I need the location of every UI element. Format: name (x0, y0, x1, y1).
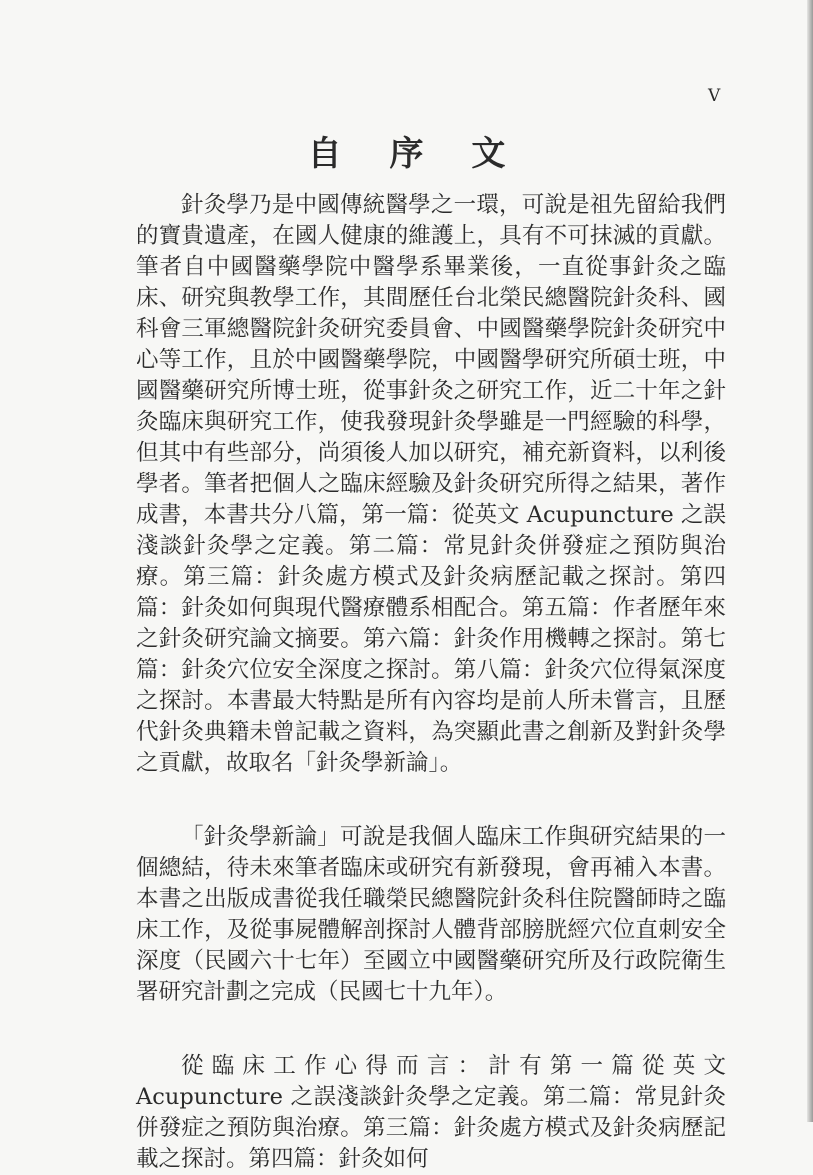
paragraph-1: 針灸學乃是中國傳統醫學之一環，可說是祖先留給我們的寶貴遺產，在國人健康的維護上，具有不可抹滅的貢獻。筆者自中國醫藥學院中醫學系畢業後，一直從事針灸之臨床、研究與教學工作，其間歷任台北榮民總醫院針灸科、國科會三軍總醫院針灸研究委員會、中國醫藥學院針灸研究中心等工作，且於中國醫藥學院，中國醫學研究所碩士班，中國醫藥研究所博士班，從事針灸之研究工作，近二十年之針灸臨床與研究工作，使我發現針灸學雖是一門經驗的科學，但其中有些部分，尚須後人加以研究，補充新資料，以利後學者。筆者把個人之臨床經驗及針灸研究所得之結果，著作成書，本書共分八篇，第一篇：從英文 Acupuncture 之誤淺談針灸學之定義。第二篇：常見針灸併發症之預防與治療。第三篇：針灸處方模式及針灸病歷記載之探討。第四篇：針灸如何與現代醫療體系相配合。第五篇：作者歷年來之針灸研究論文摘要。第六篇：針灸作用機轉之探討。第七篇：針灸穴位安全深度之探討。第八篇：針灸穴位得氣深度之探討。本書最大特點是所有內容均是前人所未嘗言，且歷代針灸典籍未曾記載之資料，為突顯此書之創新及對針灸學之貢獻，故取名「針灸學新論」。 (136, 192, 726, 776)
paragraph-3: 從臨床工作心得而言：計有第一篇從英文 Acupuncture 之誤淺談針灸學之定義。第二篇：常見針灸併發症之預防與治療。第三篇：針灸處方模式及針灸病歷記載之探討。第四篇：針灸如何 (136, 1053, 726, 1172)
page-title: 自 序 文 (307, 134, 524, 174)
paragraph-2: 「針灸學新論」可說是我個人臨床工作與研究結果的一個總結，待未來筆者臨床或研究有新發現，會再補入本書。本書之出版成書從我任職榮民總醫院針灸科住院醫師時之臨床工作，及從事屍體解剖探討人體背部膀胱經穴位直刺安全深度（民國六十七年）至國立中國醫藥研究所及行政院衛生署研究計劃之完成（民國七十九年）。 (136, 824, 726, 1005)
body-text (136, 190, 726, 1175)
page-number: V (708, 86, 721, 106)
